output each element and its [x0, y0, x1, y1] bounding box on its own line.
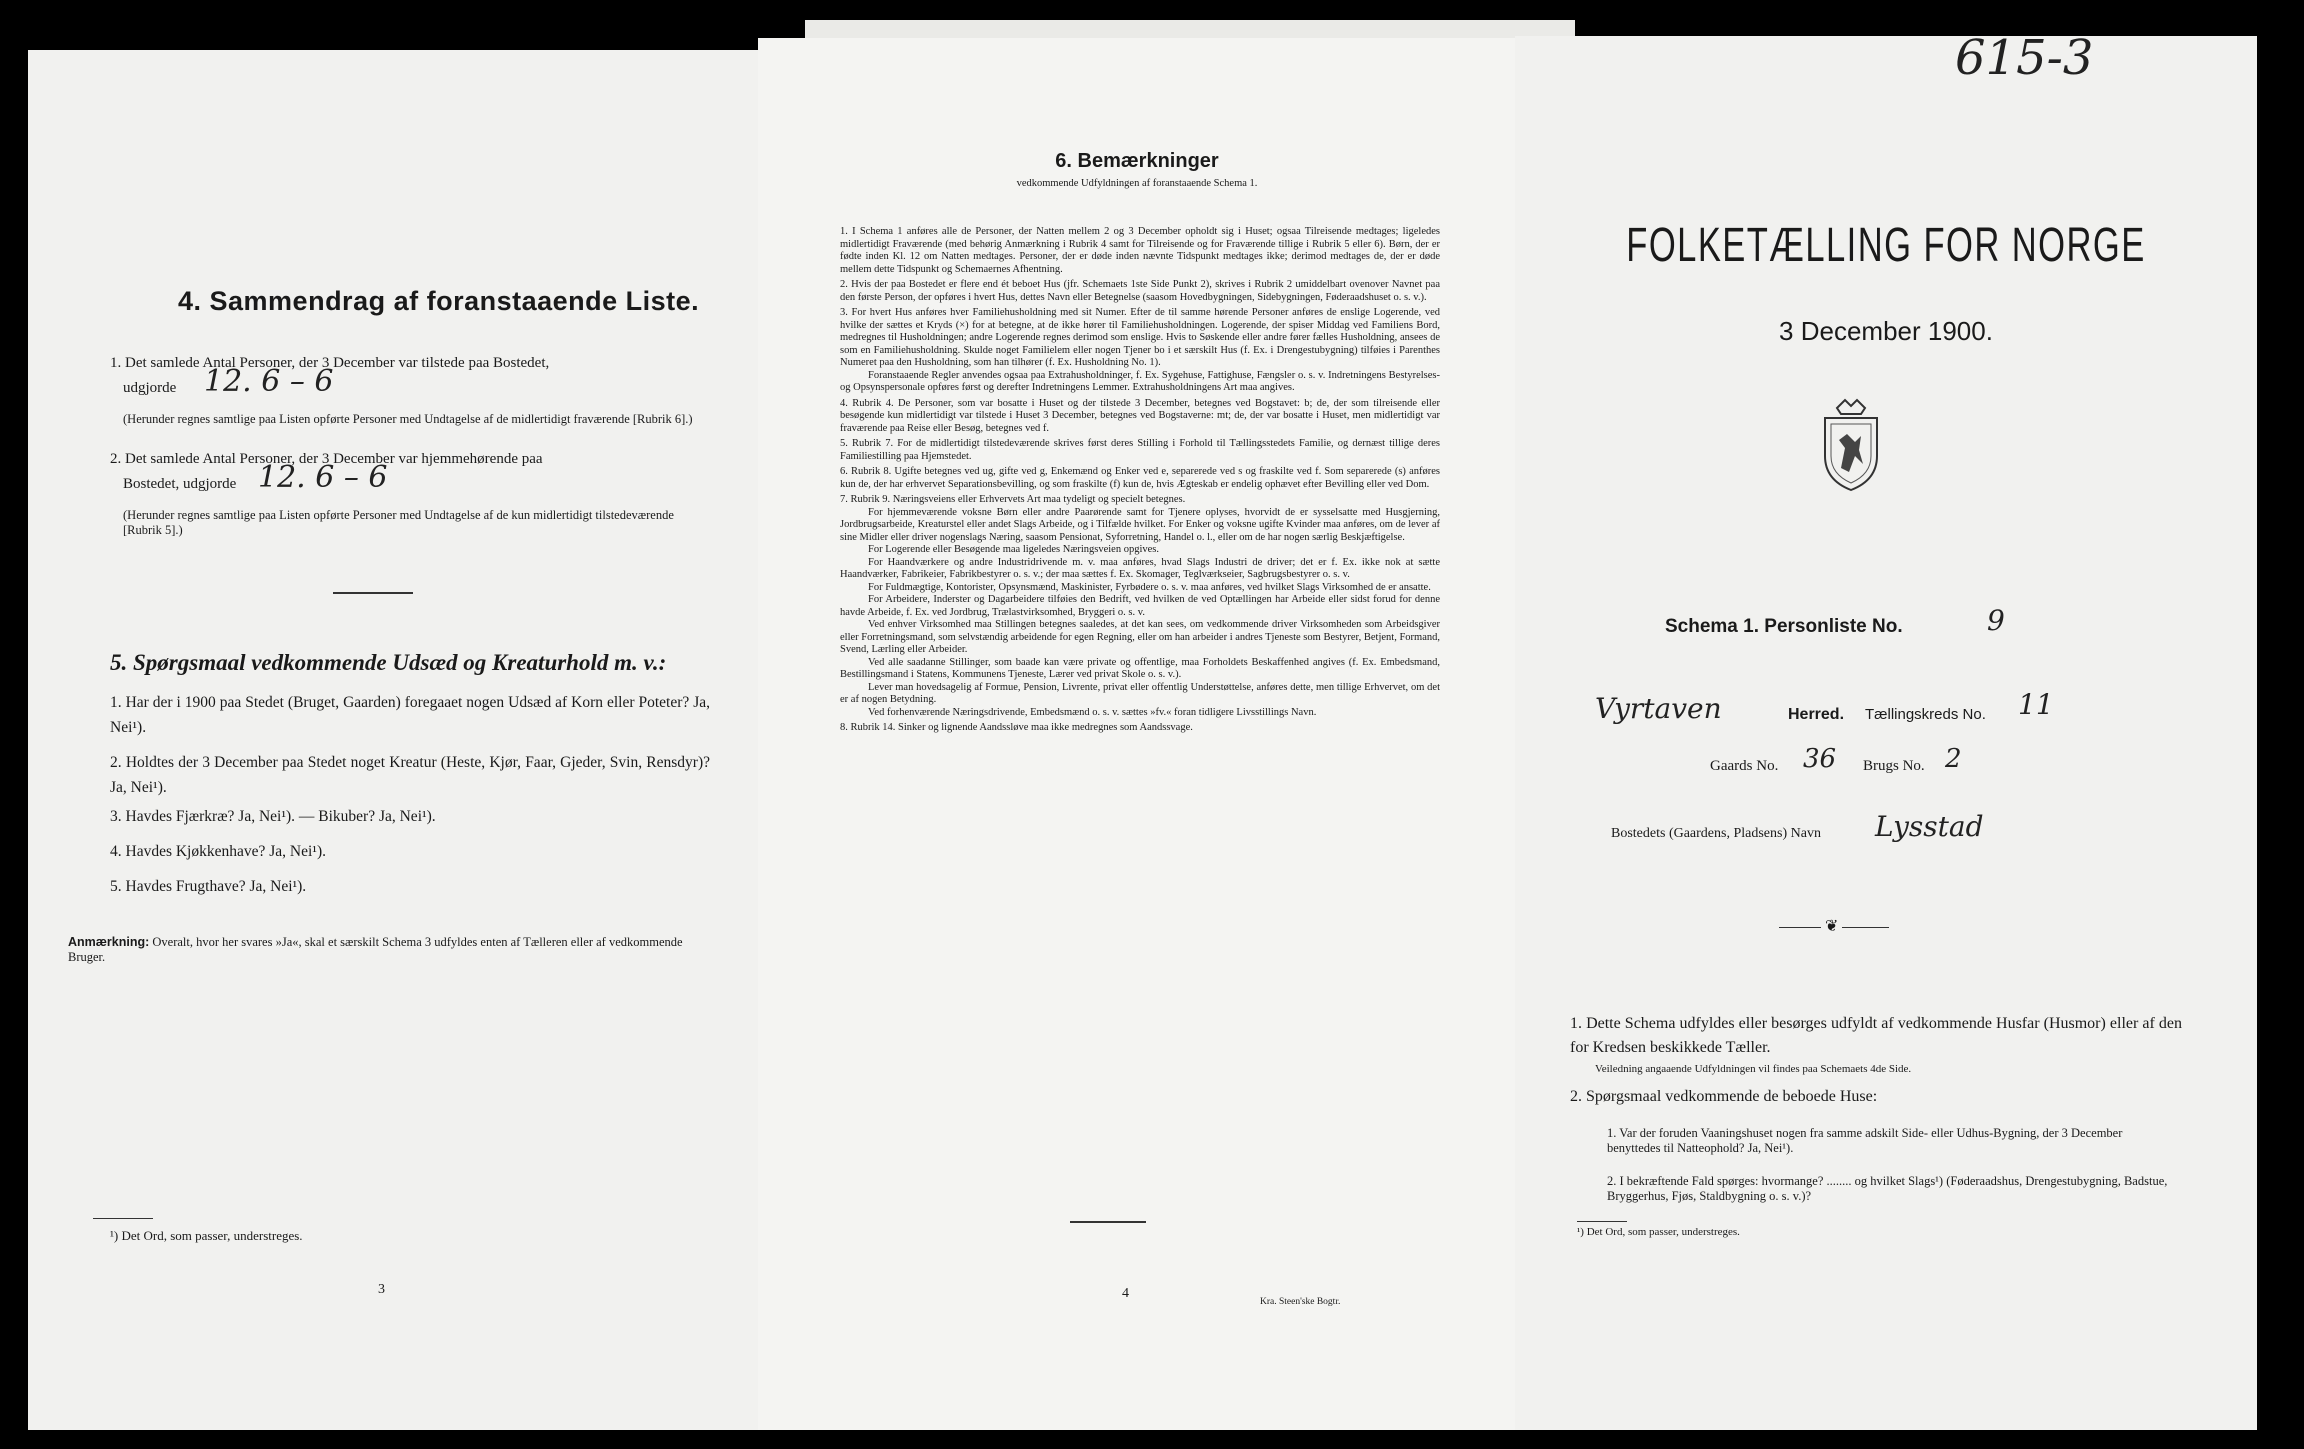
item2-prefix: Bostedet, udgjorde: [123, 476, 237, 492]
herred-value: Vyrtaven: [1595, 692, 1722, 725]
census-date: 3 December 1900.: [1779, 316, 1993, 346]
question-3: 3. Havdes Fjærkræ? Ja, Nei¹). — Bikuber? Ja, Nei¹).: [110, 808, 436, 825]
document-title: FOLKETÆLLING FOR NORGE: [1626, 219, 2146, 272]
item1-note: (Herunder regnes samtlige paa Listen opførte Personer med Undtagelse af de midlertidigt fraværende [Rubrik 6].): [123, 412, 693, 426]
remarks-subtitle: vedkommende Udfyldningen af foranstaaende Schema 1.: [1016, 178, 1258, 189]
right-item1: 1. Dette Schema udfyldes eller besørges udfyldt af vedkommende Husfar (Husmor) eller af den for Kredsen beskikkede Tæller.: [1570, 1015, 2182, 1056]
remark-paragraph: 2. Hvis der paa Bostedet er flere end ét beboet Hus (jfr. Schemaets 1ste Side Punkt 2), skrives i Rubrik 2 umiddelbart ovenover Navnet paa den første Person, der opføres i hvert Hus, dettes Navn eller Betegnelse (saasom Hovedbygningen, Sidebygningen, Føderaadshuset o. s. v.).: [840, 279, 1440, 303]
remark-text: Overalt, hvor her svares »Ja«, skal et særskilt Schema 3 udfyldes enten af Tælleren eller af vedkommende Bruger.: [68, 935, 683, 964]
remark-paragraph: Ved forhenværende Næringsdrivende, Embedsmænd o. s. v. sættes »fv.« foran tidligere Livsstillings Navn.: [868, 706, 1317, 718]
remark-paragraph: Lever man hovedsagelig af Formue, Pension, Livrente, privat eller offentlig Understøttelse, anføres dette, men tillige Erhvervet, om det er af nogen Betydning.: [840, 681, 1440, 705]
divider: [1070, 1221, 1146, 1223]
question-4: 4. Havdes Kjøkkenhave? Ja, Nei¹).: [110, 843, 326, 860]
right-item2: 2. Spørgsmaal vedkommende de beboede Huse:: [1570, 1088, 1878, 1105]
page-number: 3: [378, 1282, 385, 1297]
coat-of-arms-icon: [1811, 394, 1891, 494]
left-page: [28, 50, 763, 1430]
question-5: 5. Havdes Frugthave? Ja, Nei¹).: [110, 878, 307, 895]
middle-page: [758, 38, 1516, 1430]
schema-label: Schema 1. Personliste No.: [1665, 616, 1903, 637]
printer-credit: Kra. Steen'ske Bogtr.: [1260, 1297, 1341, 1307]
bosted-label: Bostedets (Gaardens, Pladsens) Navn: [1611, 826, 1821, 841]
remark-paragraph: 6. Rubrik 8. Ugifte betegnes ved ug, gifte ved g, Enkemænd og Enker ved e, separerede ved s og fraskilte ved f. Som separerede (s) anføres kun de, der har erhvervet Separationsbevilling, og som fraskilte (f) kun de, hvis Ægteskab er endelig ophævet efter Bevilling eller ved Dom.: [840, 466, 1440, 490]
remark-paragraph: 1. I Schema 1 anføres alle de Personer, der Natten mellem 2 og 3 December opholdt sig i Huset; ogsaa Tilreisende medtages; ligeledes midlertidigt Fraværende (med behørig Anmærkning i Rubrik 4 samt for Tilreisende og for Fraværende tillige i Rubrik 5 eller 6). Børn, der er fødte inden Kl. 12 om Natten medtages. Personer, der er døde inden nævnte Tidspunkt medtages ikke; derimod medtages de, der er døde mellem dette Tidspunkt og Schemaernes Afhentning.: [840, 226, 1440, 275]
remark-paragraph: 3. For hvert Hus anføres hver Familiehusholdning med sit Numer. Efter de til samme hørende Personer anføres de enslige Logerende, ved hvilke der sættes et Kryds (×) for at betegne, at de ikke hører til Familiehusholdningen. Logerende, der spiser Middag ved Familiens Bord, medregnes til Husholdningen; andre Logerende regnes derimod som enslige. Hvis to Søskende eller andre fører fælles Husholdning, ansees de som en Familiehusholdning. Skulde noget Familielem eller nogen Tjener bo i et særskilt Hus (f. Ex. i Drengestubygning) tilføies i Parenthes Numeret paa den Husholdning, som han tilhører (f. Ex. Husholdning No. 1).: [840, 307, 1440, 368]
brugs-label: Brugs No.: [1863, 758, 1925, 774]
remark-paragraph: For Haandværkere og andre Industridrivende m. v. maa anføres, hvad Slags Industri de driver; det er f. Ex. ikke nok at sætte Haandværker, Fabrikeier, Fabrikbestyrer o. s. v.; der maa sættes f. Ex. Skomager, Teglværkseier, Sagbrugsbestyrer o. s. v.: [840, 556, 1440, 580]
footnote: ¹) Det Ord, som passer, understreges.: [1577, 1226, 1740, 1238]
remarks-body: [840, 226, 1440, 735]
remark-paragraph: Ved enhver Virksomhed maa Stillingen betegnes saaledes, at det kan sees, om vedkommende driver Virksomheden som Arbeidsgiver eller Forretningsmand, som selvstændig arbeidende for egen Regning, eller om han arbeider i andres Tjeneste som Bestyrer, Betjent, Formand, Svend, Lærling eller Arbeider.: [840, 619, 1440, 655]
remark-paragraph: 5. Rubrik 7. For de midlertidigt tilstedeværende skrives først deres Stilling i Forhold til Tællingsstedets Familie, og dernæst tillige deres Familiestilling paa Hjemstedet.: [840, 438, 1440, 462]
question-1: 1. Har der i 1900 paa Stedet (Bruget, Gaarden) foregaaet nogen Udsæd af Korn eller Poteter? Ja, Nei¹).: [110, 694, 710, 736]
right-sub1: 1. Var der foruden Vaaningshuset nogen fra samme adskilt Side- eller Udhus-Bygning, der 3 December benyttedes til Natteophold? Ja, Nei¹).: [1607, 1126, 2123, 1155]
remark-paragraph: 4. Rubrik 4. De Personer, som var bosatte i Huset og der tilstede 3 December, betegnes ved Bogstavet: b; de, der som tilreisende eller besøgende kun midlertidigt var tilstede i Huset 3 December, betegnes ved Bogstaverne: mt; de, der var bosatte i Huset, men midlertidigt var fraværende paa Reise eller Besøg, betegnes ved f.: [840, 397, 1440, 434]
item1-text: 1. Det samlede Antal Personer, der 3 December var tilstede paa Bostedet,: [110, 355, 550, 371]
footnote-rule: [93, 1218, 153, 1219]
remark-paragraph: Foranstaaende Regler anvendes ogsaa paa Extrahusholdninger, f. Ex. Sygehuse, Fattighuse, Fængsler o. s. v. Indretningens Bestyrelses- og Opsynspersonale opføres først og derefter Indretningens Lemmer. Extrahusholdningens Art maa angives.: [840, 369, 1440, 393]
right-item1-note: Veiledning angaaende Udfyldningen vil findes paa Schemaets 4de Side.: [1595, 1063, 1912, 1075]
remark-paragraph: 7. Rubrik 9. Næringsveiens eller Erhvervets Art maa tydeligt og specielt betegnes.: [840, 494, 1186, 505]
remark-paragraph: For Logerende eller Besøgende maa ligeledes Næringsveien opgives.: [868, 544, 1159, 555]
schema-value: 9: [1987, 604, 2005, 637]
ornament-icon: ❦: [1821, 916, 1842, 936]
remark-paragraph: 8. Rubrik 14. Sinker og lignende Aandssløve maa ikke medregnes som Aandssvage.: [840, 722, 1193, 733]
archive-number: 615-3: [1955, 36, 2094, 86]
gaards-value: 36: [1803, 744, 1837, 774]
footnote: ¹) Det Ord, som passer, understreges.: [110, 1228, 303, 1243]
item2-value: 12. 6 – 6: [258, 460, 388, 495]
herred-label: Herred.: [1788, 706, 1845, 723]
section5-title: 5. Spørgsmaal vedkommende Udsæd og Kreaturhold m. v.:: [110, 650, 667, 675]
gaards-label: Gaards No.: [1710, 758, 1779, 774]
item1-value: 12. 6 – 6: [204, 364, 334, 399]
section4-title: 4. Sammendrag af foranstaaende Liste.: [178, 286, 700, 316]
remark-paragraph: For Arbeidere, Inderster og Dagarbeidere tilføies den Bedrift, ved hvilken de ved Optællingen har Arbeide eller sidst forud for denne havde Arbeide, f. Ex. ved Jordbrug, Trælastvirksomhed, Bryggeri o. s. v.: [840, 594, 1440, 618]
item2-note: (Herunder regnes samtlige paa Listen opførte Personer med Undtagelse af de kun midlertidigt tilstedeværende [Rubrik 5].): [123, 508, 674, 537]
footnote-rule: [1577, 1221, 1627, 1222]
kreds-value: 11: [2018, 688, 2054, 721]
remark-label: Anmærkning:: [68, 935, 150, 949]
page-number: 4: [1122, 1286, 1129, 1301]
divider: [333, 592, 413, 594]
right-sub2: 2. I bekræftende Fald spørges: hvormange? ........ og hvilket Slags¹) (Føderaadshus, Drengestubygning, Badstue, Bryggerhus, Fjøs, Staldbygning o. s. v.)?: [1607, 1174, 2168, 1203]
remark-paragraph: For hjemmeværende voksne Børn eller andre Paarørende samt for Tjenere oplyses, hvorvidt de er sysselsatte med Husgjerning, Jordbrugsarbeide, Kreaturstel eller andet Slags Arbeide, og i Tilfælde hvilket. For Enker og voksne ugifte Kvinder maa anføres, om de lever af sine Midler eller driver nogenslags Næring, saasom Pensionat, Syforretning, Handel o. l., eller om de har nogen særlig Beskjæftigelse.: [840, 506, 1440, 543]
item1-prefix: udgjorde: [123, 380, 177, 396]
remarks-title: 6. Bemærkninger: [1055, 150, 1219, 172]
item2-text: 2. Det samlede Antal Personer, der 3 December var hjemmehørende paa: [110, 451, 543, 467]
remark-paragraph: Ved alle saadanne Stillinger, som baade kan være private og offentlige, maa Forholdets Beskaffenhed angives (f. Ex. Embedsmand, Bestillingsmand i Statens, Kommunens Tjeneste, Lærer ved privat Skole o. s. v.).: [840, 656, 1440, 680]
right-page: [1515, 36, 2257, 1430]
bosted-value: Lysstad: [1875, 810, 1984, 843]
remark-paragraph: For Fuldmægtige, Kontorister, Opsynsmænd, Maskinister, Fyrbødere o. s. v. maa anføres, ved hvilket Slags Virksomhed de er ansatte.: [868, 581, 1431, 593]
kreds-label: Tællingskreds No.: [1865, 706, 1986, 723]
brugs-value: 2: [1945, 744, 1962, 774]
question-2: 2. Holdtes der 3 December paa Stedet noget Kreatur (Heste, Kjør, Faar, Gjeder, Svin, Rensdyr)? Ja, Nei¹).: [110, 754, 710, 796]
